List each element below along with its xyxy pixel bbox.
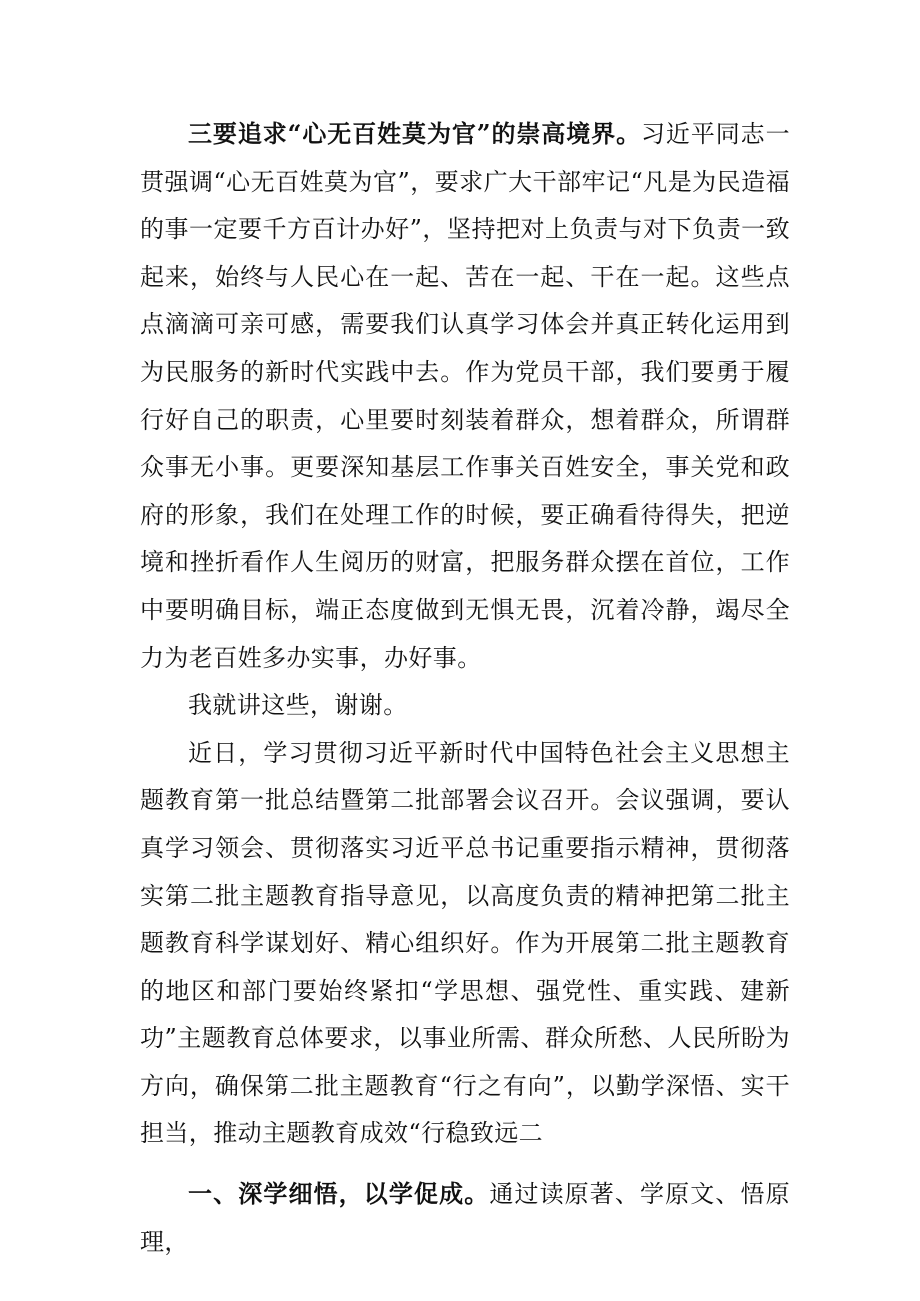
paragraph-section-one xyxy=(140,1170,790,1266)
paragraph-text: 习近平同志一贯强调“心无百姓莫为官”，要求广大干部牢记“凡是为民造福的事一定要千方百计办好”，坚持把对上负责与对下负责一致起来，始终与人民心在一起、苦在一起、干在一起。这些点点滴滴可亲可感，需要我们认真学习体会并真正转化运用到为民服务的新时代实践中去。作为党员干部，我们要勇于履行好自己的职责，心里要时刻装着群众，想着群众，所谓群众事无小事。更要深知基层工作事关百姓安全，事关党和政府的形象，我们在处理工作的时候，要正确看待得失，把逆境和挫折看作人生阅历的财富，把服务群众摆在首位，工作中要明确目标，端正态度做到无惧无畏，沉着冷静，竭尽全力为老百姓多办实事，办好事。 xyxy=(140,120,790,672)
paragraph-text: 近日，学习贯彻习近平新时代中国特色社会主义思想主题教育第一批总结暨第二批部署会议召开。会议强调，要认真学习领会、贯彻落实习近平总书记重要指示精神，贯彻落实第二批主题教育指导意见，以高度负责的精神把第二批主题教育科学谋划好、精心组织好。作为开展第二批主题教育的地区和部门要始终紧扣“学思想、强党性、重实践、建新功”主题教育总体要求，以事业所需、群众所愁、人民所盼为方向，确保第二批主题教育“行之有向”，以勤学深悟、实干担当，推动主题教育成效“行稳致远二 xyxy=(140,738,790,1148)
paragraph-text: 通过读原著、学原文、悟原理， xyxy=(140,1180,790,1256)
paragraph-meeting-summary xyxy=(140,730,790,1158)
document-body xyxy=(140,110,790,1266)
paragraph-three-requirements xyxy=(140,110,790,682)
paragraph-closing-remark xyxy=(140,682,790,730)
paragraph-heading: 三要追求“心无百姓莫为官”的崇高境界。 xyxy=(188,119,642,148)
paragraph-heading: 一、深学细悟，以学促成。 xyxy=(188,1179,490,1209)
paragraph-text: 我就讲这些，谢谢。 xyxy=(188,691,408,720)
